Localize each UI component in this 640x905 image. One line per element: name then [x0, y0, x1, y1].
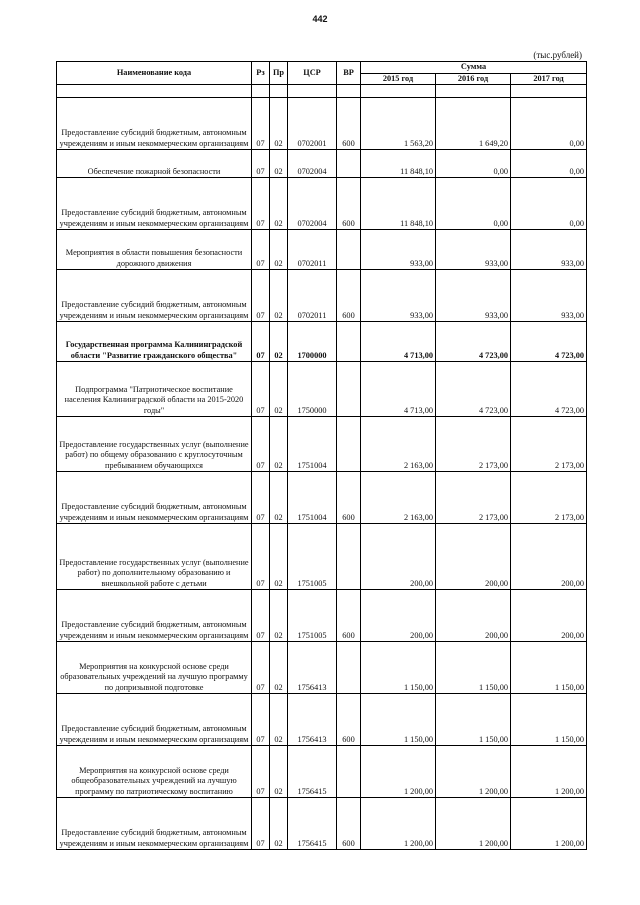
- cell-csr: 1751005: [288, 524, 337, 590]
- cell-rz: 07: [252, 472, 270, 524]
- cell-2017: 0,00: [511, 98, 587, 150]
- cell-2015: 1 200,00: [361, 746, 436, 798]
- cell-pr: 02: [270, 642, 288, 694]
- cell-2015: 2 163,00: [361, 472, 436, 524]
- cell-name: Предоставление субсидий бюджетным, автономным учреждениям и иным некоммерческим организациям: [57, 270, 252, 322]
- cell-vr: [337, 230, 361, 270]
- cell-2017: 2 173,00: [511, 472, 587, 524]
- cell-2015: 1 563,20: [361, 98, 436, 150]
- header-pr: Пр: [270, 62, 288, 85]
- cell-pr: 02: [270, 798, 288, 850]
- cell-pr: 02: [270, 322, 288, 362]
- cell-pr: 02: [270, 590, 288, 642]
- cell-rz: 07: [252, 150, 270, 178]
- cell-pr: 02: [270, 524, 288, 590]
- cell-2017: 4 723,00: [511, 322, 587, 362]
- cell-vr: 600: [337, 694, 361, 746]
- cell-rz: 07: [252, 417, 270, 472]
- units-label: (тыс.рублей): [533, 50, 582, 60]
- cell-pr: 02: [270, 270, 288, 322]
- table-row: [57, 322, 587, 362]
- cell-2016: 2 173,00: [436, 417, 511, 472]
- cell-pr: 02: [270, 746, 288, 798]
- spacer-row: [57, 85, 587, 98]
- header-vr: ВР: [337, 62, 361, 85]
- budget-table: [56, 61, 587, 850]
- cell-2017: 1 200,00: [511, 746, 587, 798]
- cell-rz: 07: [252, 642, 270, 694]
- cell-2016: 1 150,00: [436, 642, 511, 694]
- cell-2015: 11 848,10: [361, 178, 436, 230]
- table-row: [57, 417, 587, 472]
- cell-2016: 2 173,00: [436, 472, 511, 524]
- cell-vr: 600: [337, 798, 361, 850]
- cell-2015: 4 713,00: [361, 322, 436, 362]
- header-name: Наименование кода: [57, 62, 252, 85]
- table-row: [57, 472, 587, 524]
- cell-vr: [337, 524, 361, 590]
- cell-rz: 07: [252, 98, 270, 150]
- cell-name: Предоставление государственных услуг (выполнение работ) по дополнительному образованию и внешкольной работе с детьми: [57, 524, 252, 590]
- cell-name: Подпрограмма "Патриотическое воспитание населения Калининградской области на 2015-2020 годы": [57, 362, 252, 417]
- table-row: [57, 230, 587, 270]
- cell-2015: 933,00: [361, 270, 436, 322]
- cell-vr: [337, 746, 361, 798]
- cell-csr: 0702004: [288, 150, 337, 178]
- cell-pr: 02: [270, 98, 288, 150]
- cell-vr: [337, 150, 361, 178]
- cell-name: Предоставление государственных услуг (выполнение работ) по общему образованию с круглосуточным пребыванием обучающихся: [57, 417, 252, 472]
- header-csr: ЦСР: [288, 62, 337, 85]
- cell-csr: 1756415: [288, 746, 337, 798]
- cell-pr: 02: [270, 362, 288, 417]
- table-row: [57, 362, 587, 417]
- cell-rz: 07: [252, 590, 270, 642]
- cell-pr: 02: [270, 150, 288, 178]
- cell-csr: 1751005: [288, 590, 337, 642]
- cell-2016: 933,00: [436, 230, 511, 270]
- table-row: [57, 98, 587, 150]
- cell-2017: 0,00: [511, 150, 587, 178]
- table-row: [57, 590, 587, 642]
- cell-rz: 07: [252, 362, 270, 417]
- table-row: [57, 694, 587, 746]
- cell-name: Предоставление субсидий бюджетным, автономным учреждениям и иным некоммерческим организациям: [57, 178, 252, 230]
- cell-vr: 600: [337, 472, 361, 524]
- cell-2016: 200,00: [436, 590, 511, 642]
- table-row: [57, 746, 587, 798]
- header-2017: 2017 год: [511, 73, 587, 85]
- cell-rz: 07: [252, 230, 270, 270]
- header-2015: 2015 год: [361, 73, 436, 85]
- cell-vr: [337, 322, 361, 362]
- cell-pr: 02: [270, 694, 288, 746]
- cell-2015: 4 713,00: [361, 362, 436, 417]
- cell-vr: 600: [337, 590, 361, 642]
- header-sum: Сумма: [361, 62, 587, 74]
- cell-2015: 1 200,00: [361, 798, 436, 850]
- cell-2017: 2 173,00: [511, 417, 587, 472]
- cell-2017: 200,00: [511, 590, 587, 642]
- cell-2015: 200,00: [361, 590, 436, 642]
- cell-2016: 1 649,20: [436, 98, 511, 150]
- cell-csr: 0702011: [288, 270, 337, 322]
- cell-pr: 02: [270, 417, 288, 472]
- cell-pr: 02: [270, 230, 288, 270]
- cell-2017: 200,00: [511, 524, 587, 590]
- cell-name: Предоставление субсидий бюджетным, автономным учреждениям и иным некоммерческим организациям: [57, 98, 252, 150]
- cell-2017: 4 723,00: [511, 362, 587, 417]
- cell-csr: 1756413: [288, 694, 337, 746]
- cell-vr: [337, 642, 361, 694]
- cell-name: Обеспечение пожарной безопасности: [57, 150, 252, 178]
- cell-2015: 933,00: [361, 230, 436, 270]
- cell-name: Предоставление субсидий бюджетным, автономным учреждениям и иным некоммерческим организациям: [57, 694, 252, 746]
- table-row: [57, 150, 587, 178]
- cell-2016: 1 200,00: [436, 746, 511, 798]
- cell-pr: 02: [270, 472, 288, 524]
- cell-2017: 1 150,00: [511, 642, 587, 694]
- cell-csr: 1751004: [288, 472, 337, 524]
- cell-vr: 600: [337, 270, 361, 322]
- table-row: [57, 524, 587, 590]
- cell-csr: 1756415: [288, 798, 337, 850]
- cell-vr: 600: [337, 98, 361, 150]
- table-row: [57, 270, 587, 322]
- cell-2015: 200,00: [361, 524, 436, 590]
- cell-rz: 07: [252, 322, 270, 362]
- cell-2017: 933,00: [511, 230, 587, 270]
- cell-vr: 600: [337, 178, 361, 230]
- table-row: [57, 798, 587, 850]
- cell-name: Мероприятия на конкурсной основе среди образовательных учреждений на лучшую программу по допризывной подготовке: [57, 642, 252, 694]
- cell-rz: 07: [252, 746, 270, 798]
- cell-2015: 1 150,00: [361, 694, 436, 746]
- cell-2016: 4 723,00: [436, 322, 511, 362]
- cell-name: Предоставление субсидий бюджетным, автономным учреждениям и иным некоммерческим организациям: [57, 472, 252, 524]
- cell-name: Государственная программа Калининградской области "Развитие гражданского общества": [57, 322, 252, 362]
- cell-pr: 02: [270, 178, 288, 230]
- cell-2016: 933,00: [436, 270, 511, 322]
- cell-csr: 0702011: [288, 230, 337, 270]
- cell-name: Предоставление субсидий бюджетным, автономным учреждениям и иным некоммерческим организациям: [57, 590, 252, 642]
- cell-2015: 11 848,10: [361, 150, 436, 178]
- cell-vr: [337, 417, 361, 472]
- header-2016: 2016 год: [436, 73, 511, 85]
- cell-name: Предоставление субсидий бюджетным, автономным учреждениям и иным некоммерческим организациям: [57, 798, 252, 850]
- page-number: 442: [312, 14, 328, 24]
- cell-vr: [337, 362, 361, 417]
- cell-2017: 1 150,00: [511, 694, 587, 746]
- cell-csr: 1751004: [288, 417, 337, 472]
- header-rz: Рз: [252, 62, 270, 85]
- cell-2016: 200,00: [436, 524, 511, 590]
- cell-2016: 4 723,00: [436, 362, 511, 417]
- cell-rz: 07: [252, 694, 270, 746]
- cell-name: Мероприятия на конкурсной основе среди общеобразовательных учреждений на лучшую программу по патриотическому воспитанию: [57, 746, 252, 798]
- cell-csr: 1700000: [288, 322, 337, 362]
- cell-rz: 07: [252, 270, 270, 322]
- cell-csr: 0702004: [288, 178, 337, 230]
- cell-2017: 1 200,00: [511, 798, 587, 850]
- cell-csr: 1750000: [288, 362, 337, 417]
- cell-2016: 1 150,00: [436, 694, 511, 746]
- cell-2016: 0,00: [436, 150, 511, 178]
- cell-2016: 1 200,00: [436, 798, 511, 850]
- cell-rz: 07: [252, 524, 270, 590]
- cell-2015: 1 150,00: [361, 642, 436, 694]
- cell-2017: 0,00: [511, 178, 587, 230]
- cell-csr: 1756413: [288, 642, 337, 694]
- cell-rz: 07: [252, 798, 270, 850]
- table-row: [57, 642, 587, 694]
- cell-name: Мероприятия в области повышения безопасности дорожного движения: [57, 230, 252, 270]
- header-row: [57, 62, 587, 74]
- cell-rz: 07: [252, 178, 270, 230]
- cell-csr: 0702001: [288, 98, 337, 150]
- cell-2016: 0,00: [436, 178, 511, 230]
- cell-2017: 933,00: [511, 270, 587, 322]
- table-row: [57, 178, 587, 230]
- cell-2015: 2 163,00: [361, 417, 436, 472]
